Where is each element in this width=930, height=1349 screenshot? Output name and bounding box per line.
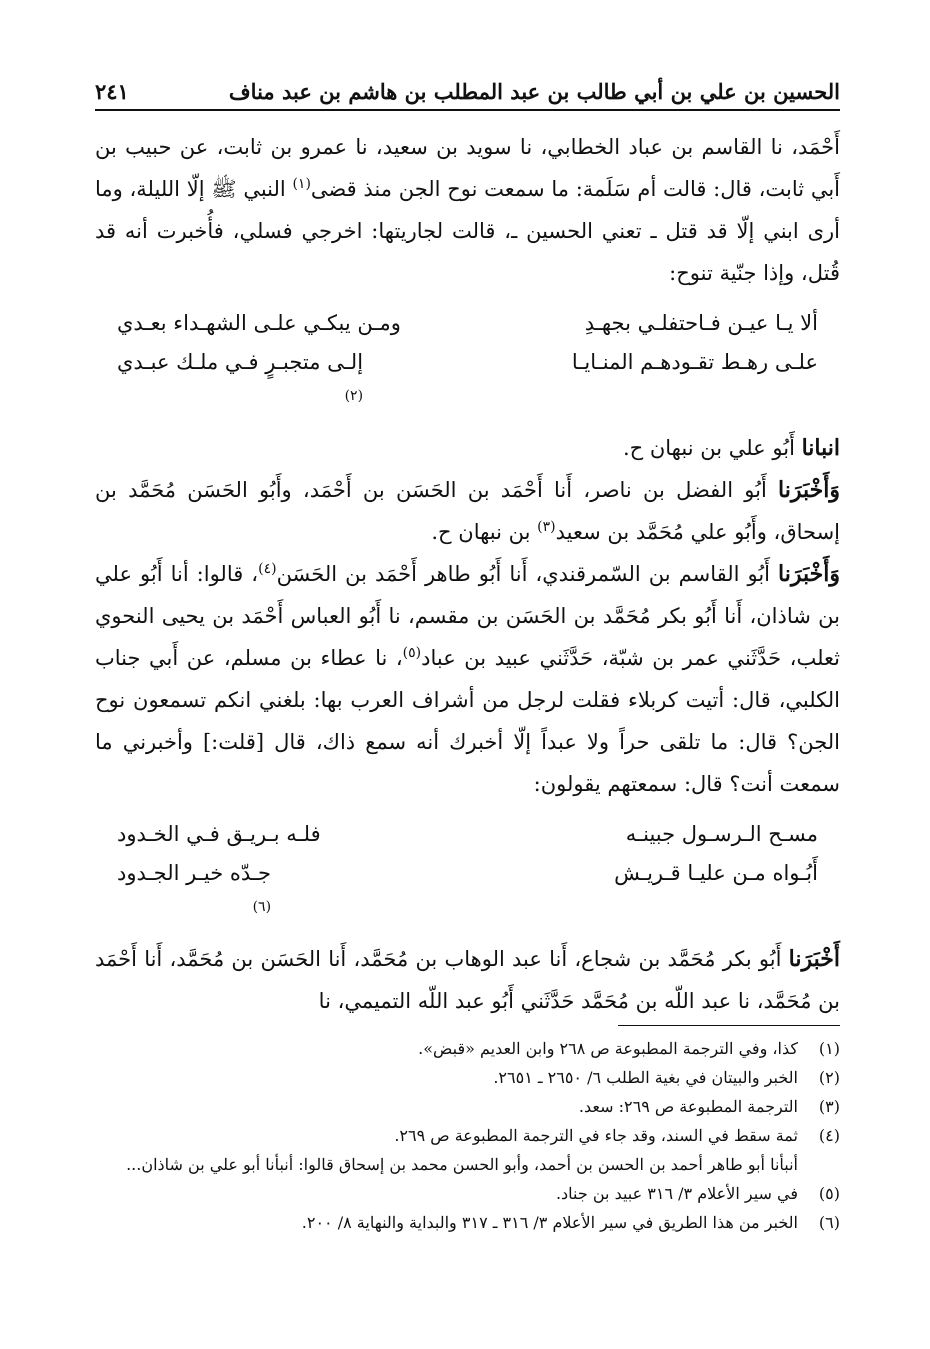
running-header [95,74,840,104]
paragraph-2 [95,427,840,469]
footnote-6 [95,1208,840,1237]
footnote-text: كذا، وفي الترجمة المطبوعة ص ٢٦٨ وابن العديم «قبض». [418,1039,798,1058]
text-run: النبي ﷺ إلّا الليلة، وما أرى ابني إلّا قد قتل ـ تعني الحسين ـ، قالت لجاريتها: اخرجي فسلي، فأُخبرت أنه قد قُتل، وإذا جنّية تنوح: [95,177,840,285]
footnote-text: الخبر من هذا الطريق في سير الأعلام ٣/ ٣١٦ ـ ٣١٧ والبداية والنهاية ٨/ ٢٠٠. [301,1213,798,1232]
hemistich: علـى رهـط تقـودهـم المنـايـا [571,350,818,374]
narration-keyword: أَخْبَرَنا [788,946,840,972]
footnote-ref-4[interactable]: (٤) [258,561,277,577]
text-run: أَبُو الفضل بن ناصر، أَنا أَحْمَد بن الحَسَن بن أَحْمَد، وأَبُو الحَسَن مُحَمَّد بن إسحاق، وأَبُو علي مُحَمَّد بن سعيد [95,478,840,544]
hemistich: جـدّه خيـر الجـدود [117,861,272,885]
footnote-text: ثمة سقط في السند، وقد جاء في الترجمة المطبوعة ص ٢٦٩. [394,1126,798,1145]
footnote-3 [95,1092,840,1121]
narration-keyword: وَأَخْبَرَنا [778,477,840,503]
paragraph-3 [95,469,840,553]
footnote-4 [95,1121,840,1150]
header-title: الحسين بن علي بن أبي طالب بن عبد المطلب بن هاشم بن عبد مناف [228,79,840,104]
footnote-ref-5[interactable]: (٥) [402,645,422,661]
footnotes [95,1034,840,1237]
footnote-text: الخبر والبيتان في بغية الطلب ٦/ ٢٦٥٠ ـ ٢٦٥١. [493,1068,798,1087]
main-text [95,126,840,1022]
hemistich-with-ref [117,343,363,421]
hemistich: ومـن يبكـي علـى الشهـداء بعـدي [117,311,401,335]
poem-2-verse-2 [95,854,840,932]
text-run: ، قالوا: أنا أَبُو علي بن شاذان، أَنا أَبُو بكر مُحَمَّد بن الحَسَن بن مقسم، نا أَبُو العباس أَحْمَد بن يحيى النحوي ثعلب، حَدَّثَني عمر بن شبّة، حَدَّثَني عبيد بن عباد [95,562,841,670]
footnote-1 [95,1034,840,1063]
footnote-number: (٦) [818,1213,840,1232]
footnote-rule [618,1025,840,1026]
footnote-number: (١) [818,1039,840,1058]
text-run: أَحْمَد، نا القاسم بن عباد الخطابي، نا سويد بن سعيد، نا عمرو بن ثابت، عن حبيب بن أَبي ثابت، قال: قالت أم سَلَمة: ما سمعت نوح الجن منذ قضى [95,135,841,201]
footnote-5 [95,1179,840,1208]
footnote-ref-3[interactable]: (٣) [537,519,556,535]
poem-1-verse-1 [95,304,840,343]
hemistich: ألا يـا عيـن فـاحتفلـي بجهـدِ [584,311,818,335]
hemistich: أَبُـواه مـن عليـا قـريـش [614,861,818,885]
text-run: أَبُو القاسم بن السّمرقندي، أَنا أَبُو طاهر أَحْمَد بن الحَسَن [276,562,779,586]
hemistich-with-ref [117,854,271,932]
text-run: أَبُو بكر مُحَمَّد بن شجاع، أَنا عبد الوهاب بن مُحَمَّد، أَنا الحَسَن بن مُحَمَّد، أَنا أَحْمَد بن مُحَمَّد، نا عبد اللّه بن مُحَمَّد حَدَّثَني أَبُو عبد اللّه التميمي، نا [95,947,840,1013]
narration-keyword: وَأَخْبَرَنا [778,561,840,587]
footnote-text: الترجمة المطبوعة ص ٢٦٩: سعد. [578,1097,798,1116]
poem-1-verse-2 [95,343,840,421]
poem-1 [95,304,840,421]
footnote-ref-2[interactable]: (٢) [344,388,364,404]
poem-2 [95,815,840,932]
text-run: أَبُو علي بن نبهان ح. [622,436,802,460]
page-number: ٢٤١ [95,79,129,104]
text-run: بن نبهان ح. [431,520,538,544]
text-run: ، نا عطاء بن مسلم، عن أَبي جناب الكلبي، قال: أتيت كربلاء فقلت لرجل من أشراف العرب بها: بلغني انكم تسمعون نوح الجن؟ قال: ما تلقى حراً ولا عبداً إلّا أخبرك أنه سمع ذاك، قال [قلت:] وأخبرني ما سمعت أنت؟ قال: سمعتهم يقولون: [95,646,840,796]
paragraph-4 [95,553,840,805]
poem-2-verse-1 [95,815,840,854]
footnote-number: (٤) [818,1126,840,1145]
footnote-ref-1[interactable]: (١) [292,176,311,192]
narration-keyword: انبانا [801,435,840,461]
footnote-number: (٣) [818,1097,840,1116]
paragraph-1 [95,126,840,294]
footnote-2 [95,1063,840,1092]
paragraph-5 [95,938,840,1022]
footnote-number: (٢) [818,1068,840,1087]
footnote-text: في سير الأعلام ٣/ ٣١٦ عبيد بن جناد. [555,1184,798,1203]
hemistich: إلـى متجبـرٍ فـي ملـك عبـدي [117,350,364,374]
footnote-number: (٥) [818,1184,840,1203]
header-rule [95,109,840,111]
footnote-4-continuation: أنبأنا أبو طاهر أحمد بن الحسن بن أحمد، وأبو الحسن محمد بن إسحاق قالوا: أنبأنا أبو علي بن شاذان... [126,1155,798,1174]
footnote-ref-6[interactable]: (٦) [252,899,272,915]
hemistich: مسـح الـرسـول جبينـه [625,822,818,846]
hemistich: فلـه بـريـق فـي الخـدود [117,822,321,846]
